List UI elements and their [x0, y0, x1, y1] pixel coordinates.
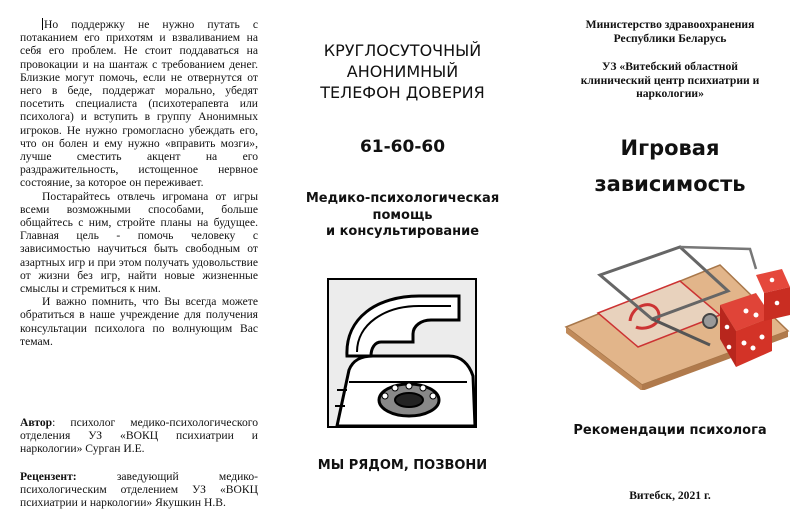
- ministry-line: Республики Беларусь: [613, 31, 727, 45]
- paragraph-distract: Постарайтесь отвлечь игромана от игры всеми возможными способами, больше общайтесь с ним, стройте планы на будущее. Главная цель - помочь человеку с зависимостью научиться быть свободным от азартных игр и при этом получать удовольствие от жизни без игр, найти новые жизненные смыслы и стремиться к ним.: [20, 189, 258, 296]
- institution-line: наркологии»: [636, 87, 704, 101]
- services-line: помощь: [372, 207, 433, 223]
- services-text: [275, 191, 530, 241]
- ministry-heading: [540, 18, 800, 45]
- institution-line: клинический центр психиатрии и: [580, 73, 760, 87]
- mousetrap-dice-image: [560, 235, 792, 390]
- author-label: Автор: [20, 416, 53, 429]
- subtitle: Рекомендации психолога: [573, 423, 767, 438]
- paragraph-contact: И важно помнить, что Вы всегда можете обратиться в наше учреждение для получения консультации психолога по волнующим Вас темам.: [20, 295, 258, 348]
- hotline-line: ТЕЛЕФОН ДОВЕРИЯ: [320, 83, 485, 102]
- reviewer-label: Рецензент:: [20, 470, 77, 483]
- services-line: Медико-психологическая: [305, 191, 500, 206]
- institution-heading: [550, 60, 790, 101]
- author-credit: [20, 416, 258, 456]
- author-text: : психолог медико-психологического отделения УЗ «ВОКЦ психиатрии и наркологии» Сурган И.Е.: [20, 416, 258, 456]
- footer-city-year: Витебск, 2021 г.: [629, 489, 711, 502]
- reviewer-text: заведующий медико-психологическим отделением УЗ «ВОКЦ психиатрии и наркологии» Якушкин Н.В.: [20, 470, 258, 510]
- institution-line: УЗ «Витебский областной: [602, 60, 738, 73]
- hotline-line: КРУГЛОСУТОЧНЫЙ: [323, 41, 482, 60]
- title-line: зависимость: [594, 172, 746, 196]
- paragraph-support: Но поддержку не нужно путать с потаканием его прихотям и взваливанием на себя его проблем. Не стоит поддаваться на провокации и на шантаж с требованием денег. Близкие могут помочь, если не отвернутся от него в беде, поддержат морально, убедят посетить специалиста (психотерапевта или психолога) и вступить в группу Анонимных игроков. Не нужно громогласно убеждать его, что он болен и ему нужно «вправить мозги», лучше сместить акцент на его раздражительность, истощенное нервное состояние, за которое он переживает.: [20, 18, 258, 190]
- middle-panel: [275, 0, 530, 515]
- services-line: и консультирование: [325, 224, 480, 239]
- slogan: МЫ РЯДОМ, ПОЗВОНИ: [317, 458, 488, 473]
- hotline-title: [275, 40, 530, 103]
- page-title: [540, 130, 800, 202]
- hotline-line: АНОНИМНЫЙ: [346, 62, 459, 81]
- title-line: Игровая: [620, 136, 720, 160]
- reviewer-credit: [20, 470, 258, 510]
- telephone-icon: [327, 278, 477, 428]
- text-cursor: [42, 18, 43, 30]
- right-panel: [540, 0, 800, 515]
- phone-number: 61-60-60: [359, 137, 446, 157]
- ministry-line: Министерство здравоохранения: [585, 18, 755, 31]
